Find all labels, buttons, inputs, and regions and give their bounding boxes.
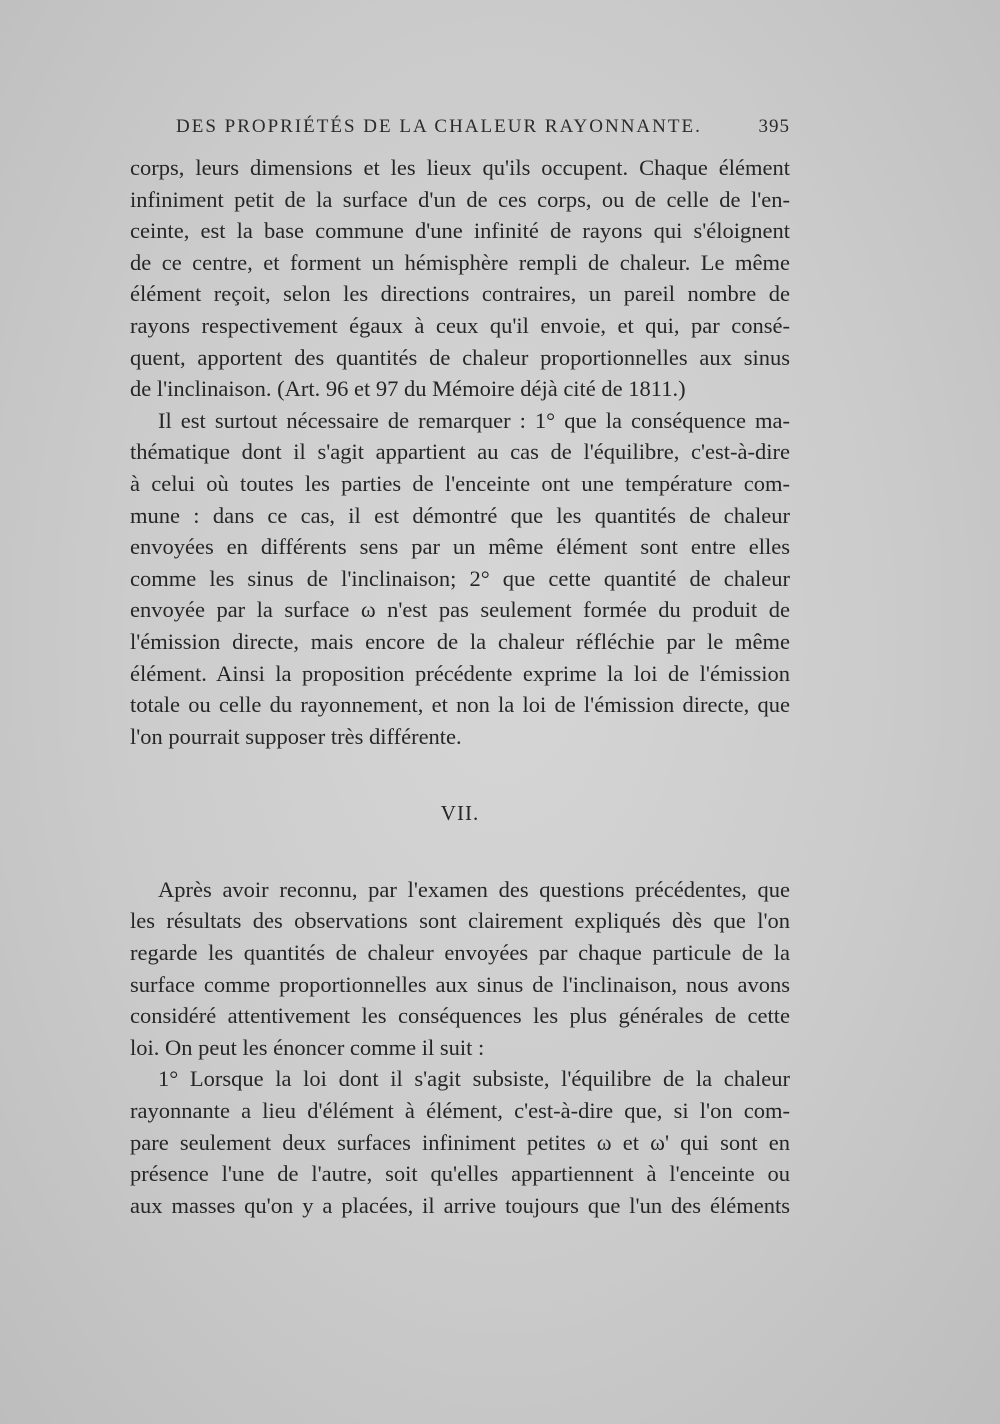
text-line: de ce centre, et forment un hémisphère rempli de chaleur. Le même	[130, 249, 790, 275]
text-line: l'émission directe, mais encore de la chaleur réfléchie par le même	[130, 628, 790, 654]
paragraph-continued	[130, 152, 790, 405]
text-line: élément. Ainsi la proposition précédente exprime la loi de l'émission	[130, 660, 790, 686]
text-line: rayons respectivement égaux à ceux qu'il envoie, et qui, par consé-	[130, 312, 790, 338]
text-line: thématique dont il s'agit appartient au cas de l'équilibre, c'est-à-dire	[130, 439, 790, 465]
paragraph-first-consequence	[130, 1063, 790, 1221]
text-line: comme les sinus de l'inclinaison; 2° que cette quantité de chaleur	[130, 565, 790, 591]
text-line: totale ou celle du rayonnement, et non la loi de l'émission directe, que	[130, 692, 790, 718]
running-head	[176, 116, 790, 146]
text-line: corps, leurs dimensions et les lieux qu'ils occupent. Chaque élément	[130, 155, 790, 180]
paragraph-consequences	[130, 874, 790, 1064]
text-line: l'on pourrait supposer très différente.	[130, 723, 462, 749]
section-spacer	[130, 752, 790, 798]
text-line: Il est surtout nécessaire de remarquer : 1° que la conséquence ma-	[158, 407, 790, 433]
text-line: ceinte, est la base commune d'une infinité de rayons qui s'éloignent	[130, 218, 790, 244]
text-line: quent, apportent des quantités de chaleur proportionnelles aux sinus	[130, 344, 790, 370]
section-heading: VII.	[440, 801, 480, 826]
text-line: 1° Lorsque la loi dont il s'agit subsiste, l'équilibre de la chaleur	[158, 1066, 790, 1092]
text-line: rayonnante a lieu d'élément à élément, c'est-à-dire que, si l'on com-	[130, 1098, 790, 1124]
text-line: loi. On peut les énoncer comme il suit :	[130, 1034, 485, 1060]
text-line: envoyée par la surface ω n'est pas seulement formée du produit de	[130, 597, 790, 623]
body-text	[130, 152, 790, 1221]
text-line: les résultats des observations sont clairement expliqués dès que l'on	[130, 908, 790, 934]
text-line: Après avoir reconnu, par l'examen des questions précédentes, que	[158, 876, 790, 902]
text-line: présence l'une de l'autre, soit qu'elles appartiennent à l'enceinte ou	[130, 1161, 790, 1187]
text-line: surface comme proportionnelles aux sinus de l'inclinaison, nous avons	[130, 971, 790, 997]
text-line: infiniment petit de la surface d'un de ces corps, ou de celle de l'en-	[130, 186, 790, 212]
page-number: 395	[758, 116, 790, 137]
text-line: envoyées en différents sens par un même élément sont entre elles	[130, 534, 790, 560]
text-line: de l'inclinaison. (Art. 96 et 97 du Mémoire déjà cité de 1811.)	[130, 376, 686, 402]
text-line: pare seulement deux surfaces infiniment petites ω et ω' qui sont en	[130, 1129, 790, 1155]
running-title: DES PROPRIÉTÉS DE LA CHALEUR RAYONNANTE.	[176, 116, 702, 137]
text-line: considéré attentivement les conséquences les plus générales de cette	[130, 1003, 790, 1029]
section-spacer	[130, 830, 790, 874]
text-line: mune : dans ce cas, il est démontré que les quantités de chaleur	[130, 502, 790, 528]
text-line: aux masses qu'on y a placées, il arrive toujours que l'un des éléments	[130, 1192, 790, 1218]
text-line: élément reçoit, selon les directions contraires, un pareil nombre de	[130, 281, 790, 307]
text-line: regarde les quantités de chaleur envoyées par chaque particule de la	[130, 940, 790, 966]
paragraph-remark	[130, 405, 790, 753]
text-line: à celui où toutes les parties de l'enceinte ont une température com-	[130, 470, 790, 496]
